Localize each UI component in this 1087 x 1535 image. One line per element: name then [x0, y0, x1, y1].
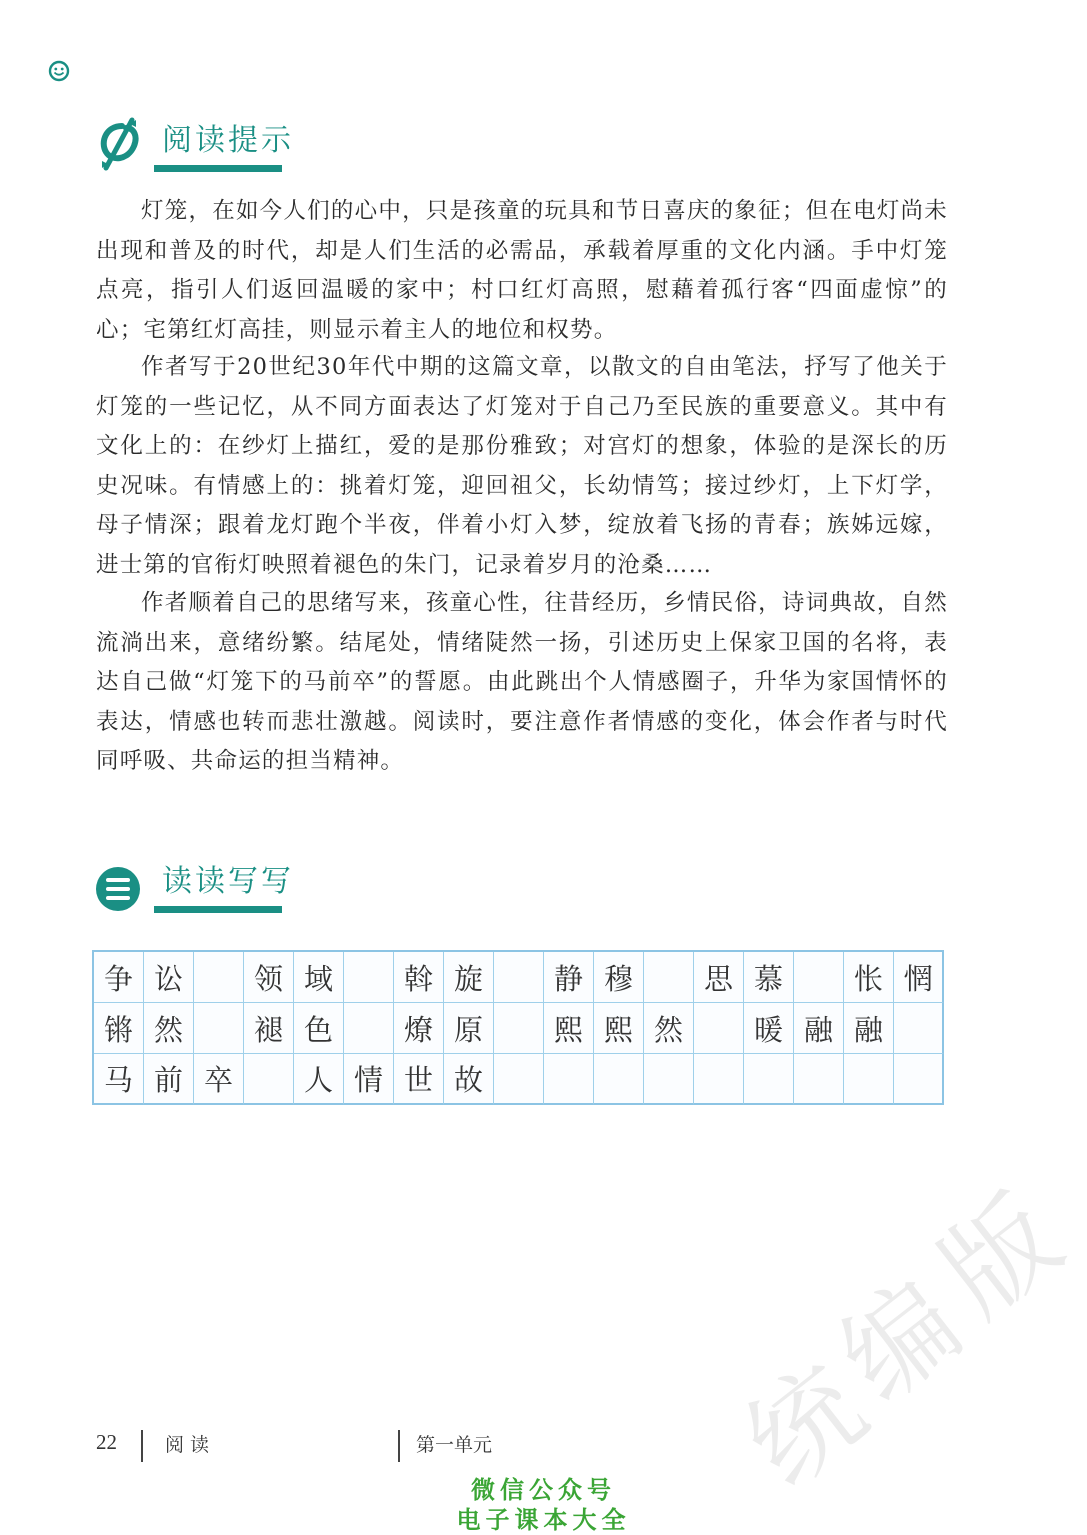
grid-cell: 思: [694, 952, 744, 1003]
read-write-title: 读读写写: [162, 864, 294, 899]
footer-divider: [398, 1430, 400, 1462]
grid-cell: 斡: [394, 952, 444, 1003]
watermark-char: 编: [817, 1256, 984, 1426]
grid-cell: 熙: [544, 1003, 594, 1054]
grid-cell: [694, 1003, 744, 1054]
grid-cell: [794, 1054, 844, 1105]
paragraph-1: 灯笼，在如今人们的心中，只是孩童的玩具和节日喜庆的象征；但在电灯尚未出现和普及的时代，却是人们生活的必需品，承载着厚重的文化内涵。手中灯笼点亮，指引人们返回温暖的家中；村口红灯高照，慰藉着孤行客“四面虚惊”的心；宅第红灯高挂，则显示着主人的地位和权势。: [96, 198, 948, 343]
page-number: 22: [96, 1430, 117, 1454]
watermark-char: 统: [722, 1341, 889, 1511]
grid-cell: 卒: [194, 1054, 244, 1105]
grid-cell: [644, 1054, 694, 1105]
watermark: [722, 1170, 1084, 1511]
grid-cell: 域: [294, 952, 344, 1003]
grid-cell: [194, 1003, 244, 1054]
grid-cell: 慕: [744, 952, 794, 1003]
list-icon: [92, 857, 148, 913]
grid-cell: [494, 1054, 544, 1105]
grid-cell: [794, 952, 844, 1003]
grid-cell: 燎: [394, 1003, 444, 1054]
grid-cell: 世: [394, 1054, 444, 1105]
grid-cell: 惘: [894, 952, 944, 1003]
grid-cell: 静: [544, 952, 594, 1003]
grid-cell: [644, 952, 694, 1003]
grid-cell: 人: [294, 1054, 344, 1105]
grid-cell: 锵: [94, 1003, 144, 1054]
grid-cell: 褪: [244, 1003, 294, 1054]
grid-cell: [744, 1054, 794, 1105]
grid-cell: 马: [94, 1054, 144, 1105]
footer-section-label: 阅读: [165, 1434, 216, 1456]
grid-cell: [494, 1003, 544, 1054]
grid-cell: 怅: [844, 952, 894, 1003]
grid-cell: 原: [444, 1003, 494, 1054]
smiley-icon: [48, 60, 70, 82]
grid-cell: [844, 1054, 894, 1105]
grid-cell: [544, 1054, 594, 1105]
reading-tips-header: [92, 115, 300, 172]
paragraph-2: 作者写于20世纪30年代中期的这篇文章，以散文的自由笔法，抒写了他关于灯笼的一些记忆，从不同方面表达了灯笼对于自己乃至民族的重要意义。其中有文化上的：在纱灯上描红，爱的是那份雅致；对宫灯的想象，体验的是深长的历史况味。有情感上的：挑着灯笼，迎回祖父，长幼情笃；接过纱灯，上下灯学，母子情深；跟着龙灯跑个半夜，伴着小灯入梦，绽放着飞扬的青春；族姊远嫁，进士第的官衔灯映照着褪色的朱门，记录着岁月的沧桑……: [96, 354, 948, 578]
grid-cell: [894, 1003, 944, 1054]
grid-cell: [594, 1054, 644, 1105]
grid-cell: 故: [444, 1054, 494, 1105]
paragraph-3: 作者顺着自己的思绪写来，孩童心性，往昔经历，乡情民俗，诗词典故，自然流淌出来，意绪纷繁。结尾处，情绪陡然一扬，引述历史上保家卫国的名将，表达自己做“灯笼下的马前卒”的誓愿。由此跳出个人情感圈子，升华为家国情怀的表达，情感也转而悲壮激越。阅读时，要注意作者情感的变化，体会作者与时代同呼吸、共命运的担当精神。: [96, 590, 948, 774]
title-underline: [154, 906, 282, 913]
grid-cell: 前: [144, 1054, 194, 1105]
footer-divider: [141, 1430, 143, 1462]
grid-cell: 然: [144, 1003, 194, 1054]
grid-cell: 熙: [594, 1003, 644, 1054]
grid-cell: [344, 1003, 394, 1054]
grid-cell: 然: [644, 1003, 694, 1054]
grid-cell: [894, 1054, 944, 1105]
read-write-header: [92, 856, 300, 913]
grid-cell: [344, 952, 394, 1003]
watermark-char: 版: [917, 1171, 1084, 1341]
grid-cell: [244, 1054, 294, 1105]
grid-cell: 暖: [744, 1003, 794, 1054]
grid-cell: 领: [244, 952, 294, 1003]
reading-tips-icon: [92, 116, 148, 172]
grid-cell: [694, 1054, 744, 1105]
reading-tips-title: 阅读提示: [162, 123, 294, 158]
title-underline: [154, 165, 282, 172]
brand-line-1: 微信公众号: [471, 1476, 616, 1504]
footer-unit-label: 第一单元: [416, 1434, 493, 1456]
grid-cell: 争: [94, 952, 144, 1003]
grid-cell: [194, 952, 244, 1003]
grid-cell: 情: [344, 1054, 394, 1105]
brand-line-2: 电子课本大全: [456, 1506, 631, 1534]
grid-cell: 讼: [144, 952, 194, 1003]
grid-cell: 色: [294, 1003, 344, 1054]
grid-cell: 旋: [444, 952, 494, 1003]
grid-cell: 穆: [594, 952, 644, 1003]
grid-cell: [494, 952, 544, 1003]
grid-cell: 融: [794, 1003, 844, 1054]
grid-cell: 融: [844, 1003, 894, 1054]
vocabulary-grid: [92, 950, 944, 1105]
